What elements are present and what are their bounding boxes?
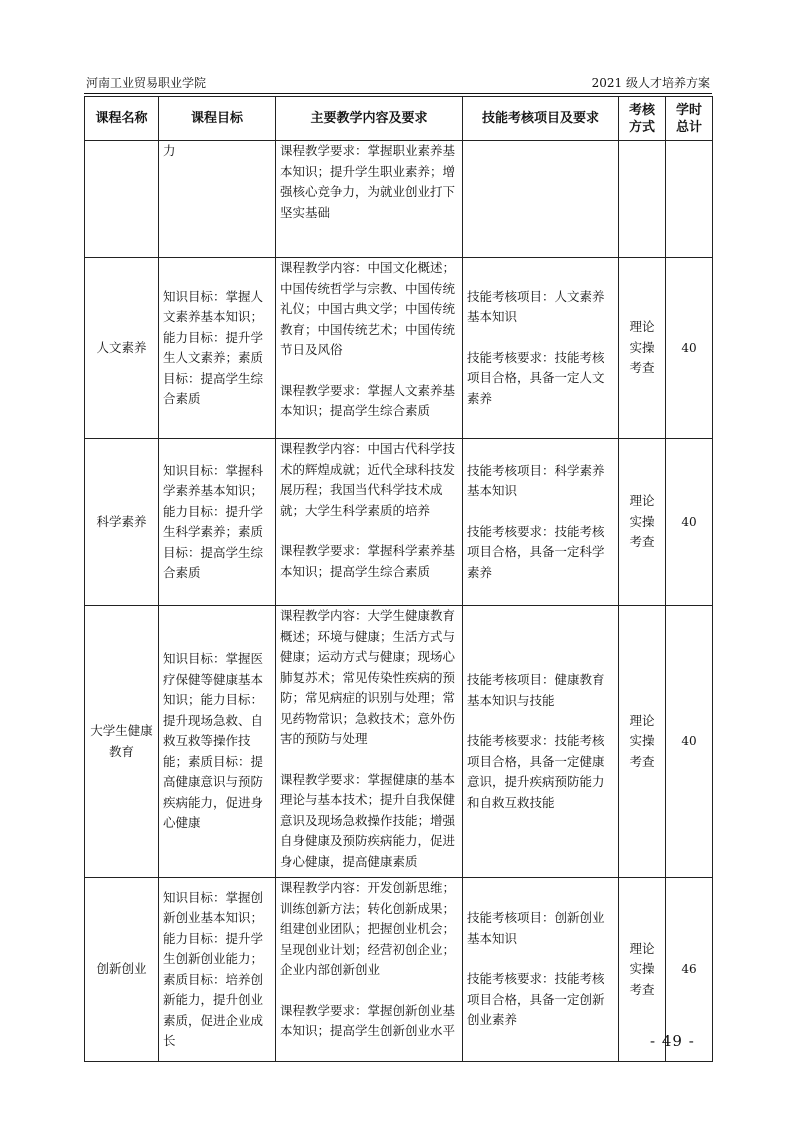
skill-item: 技能考核项目：创新创业基本知识 — [467, 910, 605, 946]
cell-course-goal: 知识目标：掌握科学素养基本知识；能力目标：提升学生科学素养；素质目标：提高学生综合素质 — [159, 439, 276, 606]
cell-hours: 40 — [666, 439, 713, 606]
cell-course-name: 大学生健康教育 — [85, 606, 159, 878]
cell-course-name: 创新创业 — [85, 878, 159, 1062]
table-row — [85, 439, 713, 606]
table-row — [85, 258, 713, 439]
cell-content — [276, 141, 463, 258]
cell-hours: 40 — [666, 258, 713, 439]
cell-course-name: 科学素养 — [85, 439, 159, 606]
table-row — [85, 878, 713, 1062]
content-description: 课程教学内容：中国古代科学技术的辉煌成就；近代全球科技发展历程；我国当代科学技术成就；大学生科学素质的培养 — [280, 441, 456, 518]
content-requirement: 课程教学要求：掌握健康的基本理论与基本技术；提升自我保健意识及现场急救操作技能；增强自身健康及预防疾病能力，促进身心健康，提高健康素质 — [280, 771, 456, 869]
col-header-course-goal: 课程目标 — [159, 97, 276, 141]
content-description: 课程教学内容：中国文化概述；中国传统哲学与宗教、中国传统礼仪；中国古典文学；中国传统教育；中国传统艺术；中国传统节日及风俗 — [280, 260, 456, 357]
cell-skill — [463, 258, 619, 439]
content-requirement: 课程教学要求：掌握人文素养基本知识；提高学生综合素质 — [280, 382, 456, 418]
col-header-hours: 学时 总计 — [666, 97, 713, 141]
cell-course-goal: 知识目标：掌握创新创业基本知识；能力目标：提升学生创新创业能力；素质目标：培养创新能力，提升创业素质，促进企业成长 — [159, 878, 276, 1062]
cell-content — [276, 258, 463, 439]
cell-course-goal: 知识目标：掌握人文素养基本知识；能力目标：提升学生人文素养；素质目标：提高学生综合素质 — [159, 258, 276, 439]
skill-requirement: 技能考核要求：技能考核项目合格，具备一定创新创业素养 — [467, 971, 605, 1028]
header-rule — [84, 93, 712, 94]
cell-method: 理论 实操 考查 — [619, 258, 666, 439]
content-description: 课程教学内容：开发创新思维；训练创新方法；转化创新成果；组建创业团队；把握创业机会；呈现创业计划；经营初创企业；企业内部创新创业 — [280, 880, 456, 977]
col-header-method: 考核 方式 — [619, 97, 666, 141]
skill-item: 技能考核项目：科学素养基本知识 — [467, 462, 605, 499]
cell-content — [276, 606, 463, 878]
cell-hours — [666, 141, 713, 258]
table-header-row — [85, 97, 713, 141]
cell-method: 理论 实操 考查 — [619, 878, 666, 1062]
cell-course-name: 人文素养 — [85, 258, 159, 439]
cell-hours: 46 — [666, 878, 713, 1062]
header-institution: 河南工业贸易职业学院 — [86, 76, 207, 90]
content-description: 课程教学内容：大学生健康教育概述；环境与健康；生活方式与健康；运动方式与健康；现场心肺复苏术；常见传染性疾病的预防；常见病症的识别与处理；常见药物常识；急救技术；意外伤害的预防与处理 — [280, 608, 456, 746]
cell-method: 理论 实操 考查 — [619, 439, 666, 606]
cell-skill — [463, 439, 619, 606]
header-document-title: 2021 级人才培养方案 — [591, 76, 710, 90]
content-requirement: 课程教学要求：掌握科学素养基本知识；提高学生综合素质 — [280, 543, 456, 579]
col-header-skill: 技能考核项目及要求 — [463, 97, 619, 141]
skill-item: 技能考核项目：人文素养基本知识 — [467, 288, 605, 325]
cell-method — [619, 141, 666, 258]
cell-skill — [463, 141, 619, 258]
cell-content — [276, 439, 463, 606]
page-header — [86, 74, 710, 92]
content-requirement: 课程教学要求：掌握创新创业基本知识；提高学生创新创业水平 — [280, 1002, 456, 1038]
course-table — [84, 96, 713, 1062]
skill-item: 技能考核项目：健康教育基本知识与技能 — [467, 672, 605, 708]
skill-requirement: 技能考核要求：技能考核项目合格，具备一定科学素养 — [467, 523, 605, 580]
page-number: - 49 - — [650, 1032, 695, 1050]
cell-hours: 40 — [666, 606, 713, 878]
col-header-course-name: 课程名称 — [85, 97, 159, 141]
cell-course-name — [85, 141, 159, 258]
cell-skill — [463, 606, 619, 878]
skill-requirement: 技能考核要求：技能考核项目合格，具备一定人文素养 — [467, 349, 605, 406]
cell-course-goal: 知识目标：掌握医疗保健等健康基本知识；能力目标：提升现场急救、自救互救等操作技能；素质目标：提高健康意识与预防疾病能力，促进身心健康 — [159, 606, 276, 878]
content-requirement: 课程教学要求：掌握职业素养基本知识；提升学生职业素养；增强核心竞争力，为就业创业打下坚实基础 — [280, 143, 456, 220]
col-header-content: 主要教学内容及要求 — [276, 97, 463, 141]
skill-requirement: 技能考核要求：技能考核项目合格，具备一定健康意识，提升疾病预防能力和自救互救技能 — [467, 733, 605, 810]
cell-method: 理论 实操 考查 — [619, 606, 666, 878]
table-row — [85, 606, 713, 878]
cell-content — [276, 878, 463, 1062]
cell-skill — [463, 878, 619, 1062]
cell-course-goal: 力 — [159, 141, 276, 258]
table-row — [85, 141, 713, 258]
